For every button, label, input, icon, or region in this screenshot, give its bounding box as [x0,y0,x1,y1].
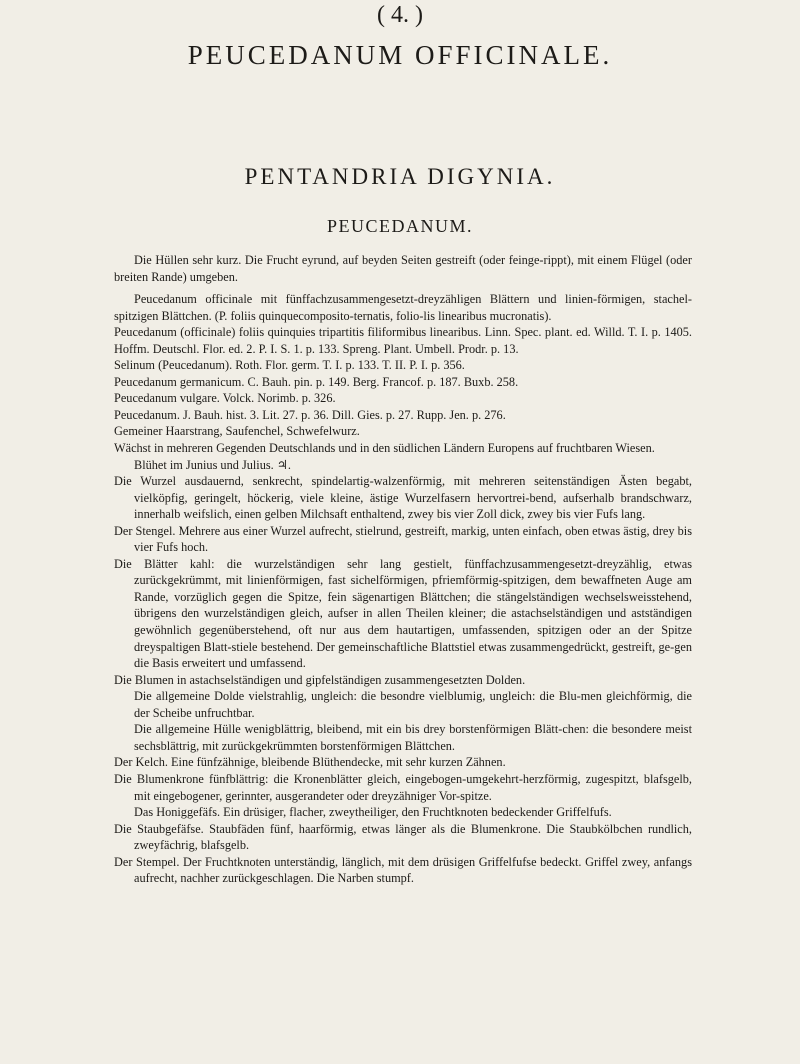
blumen-description: Die Blumen in astachselständigen und gipfelständigen zusammengesetzten Dolden. [114,672,526,687]
kelch-description: Der Kelch. Eine fünfzähnige, bleibende Blüthendecke, mit sehr kurzen Zähnen. [114,755,506,770]
class-title: PENTANDRIA DIGYNIA. [244,164,556,189]
habitat: Wächst in mehreren Gegenden Deutschlands und in den südlichen Ländern Europens auf fruchtbaren Wiesen. [114,441,655,456]
synonym-line: Peucedanum. J. Bauh. hist. 3. Lit. 27. p. 36. Dill. Gies. p. 27. Rupp. Jen. p. 276. [114,407,506,422]
blaetter-description: Die Blätter kahl: die wurzelständigen sehr lang gestielt, fünffachzusammengesetzt-dreyzählig, etwas zurückgekrümmt, mit linienförmigen, fast sichelförmigen, pfriemförmig-spitzigen, dem bewaffneten Auge am Rande, vorzüglich gegen die Spitze, fein sägenartigen Blättchen; die stängelständigen wechselsweisstehend, übrigens den wurzelständigen gleich, aufser in allen Theilen kleiner; die astachselständigen und astständigen gewöhnlich gegenüberstehend, oft nur aus dem hautartigen, umfassenden, spitzigen oder an der Spitze dreyspaltigen Blatt-stiele bestehend. Der gemeinschaftliche Blattstiel etwas zusammengedrückt, gestreift, ge-gen die Basis erweitert und umfassend. [114,556,692,671]
synonym-line: Peucedanum germanicum. C. Bauh. pin. p. 149. Berg. Francof. p. 187. Buxb. 258. [114,374,519,389]
staubgefaesse-description: Die Staubgefäfse. Staubfäden fünf, haarförmig, etwas länger als die Blumenkrone. Die Staubkölbchen rundlich, zweyfächrig, blafsgelb. [114,821,692,853]
stengel-description: Der Stengel. Mehrere aus einer Wurzel aufrecht, stielrund, gestreift, markig, unten einfach, oben etwas ästig, drey bis vier Fufs hoch. [114,523,692,555]
krone-description: Die Blumenkrone fünfblättrig: die Kronenblätter gleich, eingebogen-umgekehrt-herzförmig, zugespitzt, blafsgelb, mit eingebogener, gerinnter, ausgerandeter oder dreyzähniger Vor-spitze. [114,771,692,803]
dolde-description: Die allgemeine Dolde vielstrahlig, ungleich: die besondre vielblumig, ungleich: die Blu-men gleichförmig, die der Scheibe unfruchtbar. [134,689,692,720]
huelle-description: Die allgemeine Hülle wenigblättrig, bleibend, mit ein bis drey borstenförmigen Blätt-chen: die besondere meist sechsblättrig, mit zurückgekrümmten borstenförmigen Blättchen. [134,722,692,753]
stempel-description: Der Stempel. Der Fruchtknoten unterständig, länglich, mit dem drüsigen Griffelfufse bedeckt. Griffel zwey, anfangs aufrecht, nachher zurückgeschlagen. Die Narben stumpf. [114,854,692,886]
flowering-time: Blühet im Junius und Julius. ♃. [134,457,291,472]
species-description: Peucedanum officinale mit fünffachzusammengesetzt-dreyzähligen Blättern und linien-förmigen, stachel-spitzigen Blättchen. (P. foliis quinquecomposito-ternatis, folio-lis linearibus mucronatis). [114,292,692,323]
honig-description: Das Honiggefäfs. Ein drüsiger, flacher, zweytheiliger, den Fruchtknoten bedeckender Griffelfufs. [134,805,612,820]
main-title: PEUCEDANUM OFFICINALE. [187,40,613,70]
body-text [114,252,692,887]
synonym-line: Peucedanum (officinale) foliis quinquies tripartitis filiformibus linearibus. Linn. Spec. plant. ed. Willd. T. I. p. 1405. Hoffm. Deutschl. Flor. ed. 2. P. I. S. 1. p. 133. Spreng. Plant. Umbell. Prodr. p. 13. [114,325,692,356]
genus-title: PEUCEDANUM. [326,216,473,236]
synonym-line: Peucedanum vulgare. Volck. Norimb. p. 326. [114,391,336,406]
genus-description: Die Hüllen sehr kurz. Die Frucht eyrund, auf beyden Seiten gestreift (oder feinge-rippt), mit einem Flügel (oder breiten Rande) umgeben. [114,253,692,284]
synonym-line: Selinum (Peucedanum). Roth. Flor. germ. T. I. p. 133. T. II. P. I. p. 356. [114,358,465,373]
page-number: ( 4. ) [377,2,423,28]
wurzel-description: Die Wurzel ausdauernd, senkrecht, spindelartig-walzenförmig, mit mehreren seitenständigen Ästen begabt, vielköpfig, geringelt, höckerig, viele kleine, ästige Wurzelfasern hervortrei-bend, aufserhalb brandschwarz, innerhalb weifslich, einen gelben Milchsaft enthaltend, zwey bis vier Zoll dick, zwey bis vier Fufs lang. [114,474,692,522]
common-name: Gemeiner Haarstrang, Saufenchel, Schwefelwurz. [114,424,360,439]
